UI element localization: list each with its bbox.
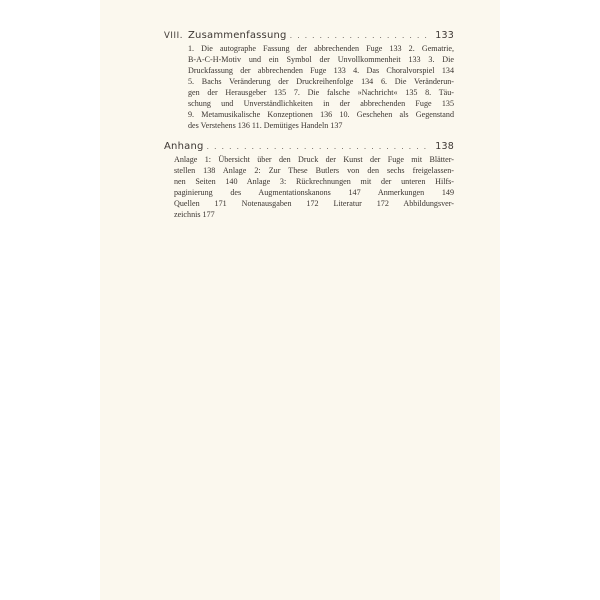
toc-entries (188, 43, 454, 131)
table-of-contents (164, 30, 454, 230)
chapter-page-number: 133 (435, 30, 454, 41)
toc-entry-line: des Verstehens 136 11. Demütiges Handeln 137 (188, 121, 343, 130)
chapter-numeral: VIII. (164, 31, 184, 41)
toc-entry-line: gen der Herausgeber 135 7. Die falsche »Nachricht« 135 8. Täu- (188, 88, 454, 97)
toc-entry-line: Druckfassung der abbrechenden Fuge 133 4. Das Choralvorspiel 134 (188, 66, 454, 75)
chapter-page-number: 138 (435, 141, 454, 152)
toc-entry-line: B-A-C-H-Motiv und ein Symbol der Unvollkommenheit 133 3. Die (188, 55, 454, 64)
toc-entry-line: 9. Metamusikalische Konzeptionen 136 10. Geschehen als Gegenstand (188, 110, 454, 119)
book-page (100, 0, 500, 600)
toc-entry-line: stellen 138 Anlage 2: Zur These Butlers von den sechs freigelassen- (174, 166, 454, 175)
toc-entry-line: Quellen 171 Notenausgaben 172 Literatur 172 Abbildungsver- (174, 199, 454, 208)
toc-entry-line: 1. Die autographe Fassung der abbrechenden Fuge 133 2. Gematrie, (188, 44, 454, 53)
toc-heading[interactable] (164, 141, 454, 152)
toc-entry-line: nen Seiten 140 Anlage 3: Rückrechnungen mit der unteren Hilfs- (174, 177, 454, 186)
chapter-title: Zusammenfassung (188, 30, 287, 41)
toc-section-anhang (164, 141, 454, 220)
toc-entry-line: zeichnis 177 (174, 210, 215, 219)
chapter-title: Anhang (164, 141, 204, 152)
toc-section-zusammenfassung (164, 30, 454, 131)
leader-dots (207, 142, 432, 151)
toc-entry-line: 5. Bachs Veränderung der Druckreihenfolge 134 6. Die Veränderun- (188, 77, 454, 86)
toc-entries (174, 154, 454, 220)
toc-heading[interactable] (164, 30, 454, 41)
toc-entry-line: paginierung des Augmentationskanons 147 Anmerkungen 149 (174, 188, 454, 197)
toc-entry-line: Anlage 1: Übersicht über den Druck der Kunst der Fuge mit Blätter- (174, 155, 454, 164)
leader-dots (290, 31, 432, 40)
toc-entry-line: schung und Unverständlichkeiten in der abbrechenden Fuge 135 (188, 99, 454, 108)
